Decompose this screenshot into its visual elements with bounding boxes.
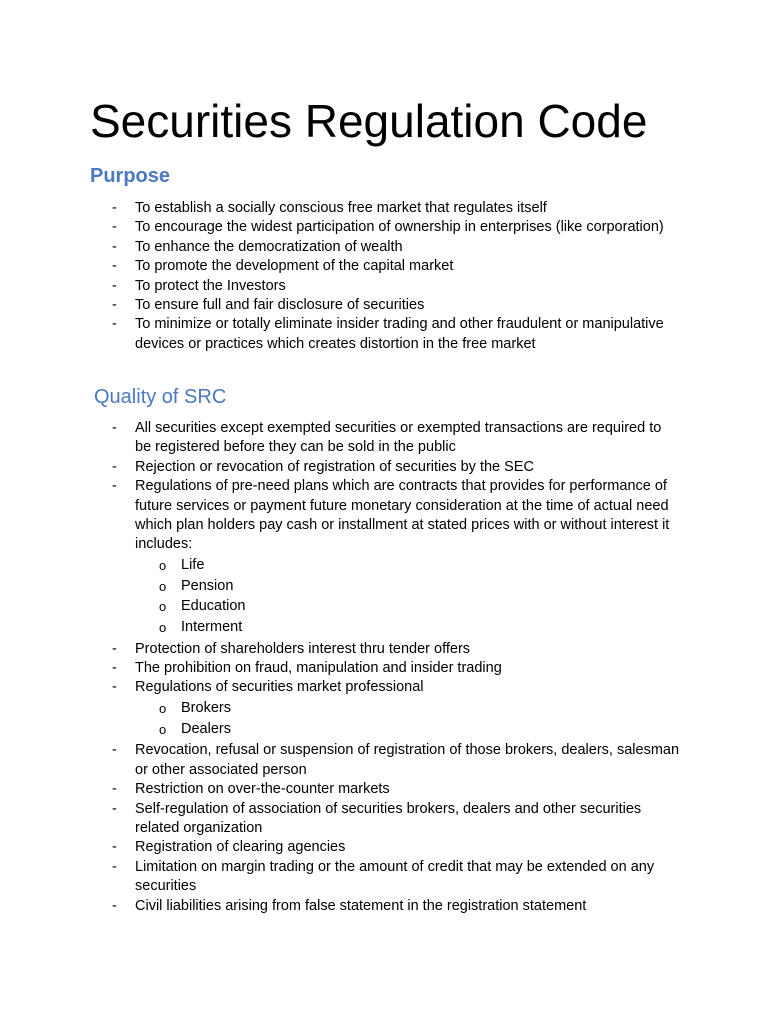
list-item — [0, 741, 680, 780]
dash-marker: - — [112, 458, 117, 475]
list-item — [0, 678, 680, 739]
list-item — [0, 800, 680, 839]
dash-marker: - — [112, 238, 117, 255]
dash-marker: - — [112, 897, 117, 914]
list-item-text: The prohibition on fraud, manipulation and insider trading — [135, 660, 502, 677]
dash-marker: - — [112, 742, 117, 759]
circle-bullet-marker: o — [159, 619, 167, 635]
circle-bullet-marker: o — [159, 700, 167, 716]
list-item-text: Self-regulation of association of securities brokers, dealers and other securities related organization — [135, 800, 642, 836]
list-item — [0, 238, 680, 257]
dash-marker: - — [112, 297, 117, 314]
list-item-text: To protect the Investors — [135, 277, 286, 294]
page-title: Securities Regulation Code — [90, 95, 648, 147]
dash-marker: - — [112, 200, 117, 216]
dash-marker: - — [112, 478, 117, 495]
purpose-heading: Purpose — [90, 165, 171, 187]
list-item-text: Restriction on over-the-counter markets — [135, 781, 390, 798]
list-item — [0, 257, 680, 276]
dash-marker: - — [112, 258, 117, 275]
list-item-text: To establish a socially conscious free market that regulates itself — [135, 200, 547, 216]
list-item-text: To promote the development of the capital market — [135, 258, 454, 275]
dash-marker: - — [112, 660, 117, 677]
market-professional-sublist — [135, 698, 680, 739]
circle-bullet-marker: o — [159, 599, 167, 615]
list-item — [0, 296, 680, 315]
list-item — [0, 419, 680, 458]
list-item-text: Registration of clearing agencies — [135, 839, 346, 856]
sublist-item — [135, 596, 680, 617]
dash-marker: - — [112, 277, 117, 294]
list-item-text: To ensure full and fair disclosure of securities — [135, 297, 425, 314]
sublist-item — [135, 576, 680, 597]
dash-marker: - — [112, 420, 117, 436]
dash-marker: - — [112, 316, 117, 333]
list-item-text: Regulations of securities market professional — [135, 679, 424, 696]
list-item-text: Regulations of pre-need plans which are contracts that provides for performance of future services or payment future monetary consideration at the time of actual need which plan holders pay cash or installment at stated prices with or without interest it includes: — [135, 478, 670, 553]
list-item — [0, 659, 680, 678]
list-item — [0, 858, 680, 897]
quality-heading: Quality of SRC — [94, 386, 227, 408]
sublist-item-text: Pension — [181, 577, 234, 594]
list-item — [0, 780, 680, 799]
list-item — [0, 218, 680, 237]
sublist-item — [135, 719, 680, 740]
sublist-item-text: Interment — [181, 618, 243, 635]
list-item — [0, 477, 680, 637]
circle-bullet-marker: o — [159, 557, 167, 573]
sublist-item-text: Education — [181, 598, 246, 615]
sublist-item — [135, 698, 680, 719]
sublist-item-text: Brokers — [181, 699, 231, 716]
quality-list — [0, 419, 768, 916]
sublist-item — [135, 617, 680, 638]
list-item — [0, 277, 680, 296]
preneed-plan-sublist — [135, 555, 680, 638]
list-item-text: All securities except exempted securities or exempted transactions are required to be registered before they can be sold in the public — [135, 420, 662, 456]
circle-bullet-marker: o — [159, 578, 167, 594]
list-item-text: Protection of shareholders interest thru tender offers — [135, 640, 471, 657]
list-item-text: To enhance the democratization of wealth — [135, 238, 403, 255]
dash-marker: - — [112, 858, 117, 875]
dash-marker: - — [112, 839, 117, 856]
list-item-text: To encourage the widest participation of ownership in enterprises (like corporation) — [135, 219, 664, 236]
dash-marker: - — [112, 781, 117, 798]
sublist-item-text: Dealers — [181, 720, 231, 737]
list-item — [0, 458, 680, 477]
list-item-text: Rejection or revocation of registration of securities by the SEC — [135, 458, 534, 475]
list-item-text: Revocation, refusal or suspension of registration of those brokers, dealers, salesman or other associated person — [135, 742, 680, 778]
list-item — [0, 838, 680, 857]
list-item-text: Limitation on margin trading or the amount of credit that may be extended on any securities — [135, 858, 655, 895]
list-item — [0, 640, 680, 659]
sublist-item — [135, 555, 680, 576]
circle-bullet-marker: o — [159, 721, 167, 737]
purpose-list — [0, 199, 768, 354]
dash-marker: - — [112, 800, 117, 817]
dash-marker: - — [112, 219, 117, 236]
list-item — [0, 897, 680, 916]
sublist-item-text: Life — [181, 556, 205, 573]
list-item — [0, 315, 680, 354]
list-item-text: Civil liabilities arising from false statement in the registration statement — [135, 897, 587, 914]
list-item-text: To minimize or totally eliminate insider trading and other fraudulent or manipulative devices or practices which creates distortion in the free market — [135, 316, 664, 352]
dash-marker: - — [112, 640, 117, 657]
list-item — [0, 199, 680, 218]
dash-marker: - — [112, 679, 117, 696]
